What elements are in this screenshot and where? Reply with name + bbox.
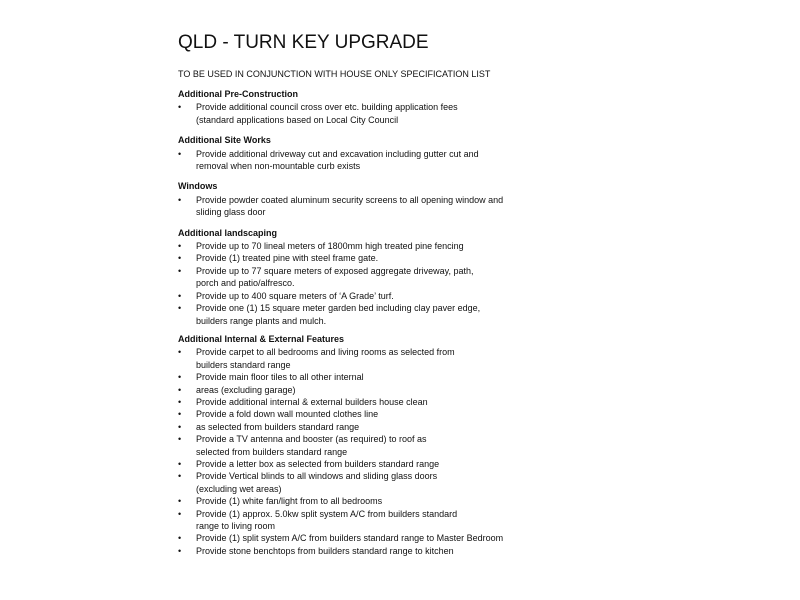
list-item-line: • areas (excluding garage) — [196, 384, 296, 395]
list-item-line: sliding glass door — [196, 207, 266, 218]
spec-section — [178, 88, 538, 126]
page-title: QLD - TURN KEY UPGRADE — [178, 32, 429, 53]
spec-section — [178, 227, 538, 327]
list-item — [178, 545, 538, 557]
list-item-line: (standard applications based on Local City Council — [196, 114, 399, 125]
list-item-line: • Provide (1) approx. 5.0kw split system A/C from builders standard — [196, 508, 458, 519]
spec-section — [178, 333, 538, 557]
list-item — [178, 433, 538, 458]
list-item-line: • Provide one (1) 15 square meter garden bed including clay paver edge, — [196, 303, 481, 314]
list-item — [178, 290, 538, 302]
list-item — [178, 384, 538, 396]
list-item-line: • Provide (1) treated pine with steel frame gate. — [196, 253, 379, 264]
section-heading: Additional Pre-Construction — [178, 89, 298, 99]
list-item-line: removal when non-mountable curb exists — [196, 161, 361, 172]
list-item — [178, 458, 538, 470]
list-item-line: builders standard range — [196, 359, 291, 370]
list-item — [178, 371, 538, 383]
bullet-list — [178, 194, 538, 219]
bullet-list — [178, 148, 538, 173]
bullet-list — [178, 346, 538, 557]
list-item-line: • as selected from builders standard range — [196, 421, 360, 432]
list-item — [178, 194, 538, 219]
list-item-line: range to living room — [196, 521, 276, 531]
list-item — [178, 346, 538, 371]
list-item-line: • Provide carpet to all bedrooms and living rooms as selected from — [196, 347, 455, 358]
list-item — [178, 421, 538, 433]
list-item — [178, 101, 538, 126]
list-item-line: • Provide stone benchtops from builders standard range to kitchen — [196, 545, 454, 556]
list-item — [178, 508, 538, 533]
spec-content — [178, 88, 538, 565]
list-item-line: builders range plants and mulch. — [196, 315, 327, 326]
list-item — [178, 495, 538, 507]
list-item-line: • Provide additional driveway cut and excavation including gutter cut and — [196, 148, 479, 159]
list-item-line: (excluding wet areas) — [196, 483, 282, 494]
list-item-line: • Provide a letter box as selected from builders standard range — [196, 458, 440, 469]
list-item-line: • Provide up to 77 square meters of exposed aggregate driveway, path, — [196, 265, 474, 276]
section-heading: Additional Site Works — [178, 135, 271, 146]
list-item-line: • Provide up to 70 lineal meters of 1800mm high treated pine fencing — [196, 241, 464, 252]
page-subtitle: TO BE USED IN CONJUNCTION WITH HOUSE ONLY SPECIFICATION LIST — [178, 69, 491, 79]
list-item-line: • Provide (1) split system A/C from builders standard range to Master Bedroom — [196, 533, 504, 544]
list-item-line: • Provide Vertical blinds to all windows and sliding glass doors — [196, 471, 438, 482]
list-item-line: • Provide a fold down wall mounted clothes line — [196, 409, 379, 420]
list-item — [178, 148, 538, 173]
list-item-line: • Provide powder coated aluminum security screens to all opening window and — [196, 194, 504, 205]
list-item — [178, 252, 538, 264]
spec-section — [178, 134, 538, 172]
list-item — [178, 408, 538, 420]
list-item-line: • Provide additional internal & external builders house clean — [196, 396, 428, 407]
spec-section — [178, 180, 538, 218]
list-item-line: • Provide a TV antenna and booster (as required) to roof as — [196, 434, 427, 445]
section-heading: Additional landscaping — [178, 227, 278, 238]
list-item-line: • Provide main floor tiles to all other internal — [196, 372, 364, 383]
list-item — [178, 240, 538, 252]
list-item-line: selected from builders standard range — [196, 446, 348, 457]
list-item — [178, 396, 538, 408]
list-item-line: porch and patio/alfresco. — [196, 278, 295, 289]
list-item-line: • Provide additional council cross over etc. building application fees — [196, 102, 458, 113]
section-heading: Windows — [178, 181, 218, 192]
bullet-list — [178, 240, 538, 327]
list-item — [178, 302, 538, 327]
section-heading: Additional Internal & External Features — [178, 333, 345, 344]
list-item — [178, 470, 538, 495]
list-item-line: • Provide (1) white fan/light from to all bedrooms — [196, 496, 383, 507]
list-item-line: • Provide up to 400 square meters of ‘A Grade’ turf. — [196, 290, 394, 301]
list-item — [178, 265, 538, 290]
list-item — [178, 532, 538, 544]
bullet-list — [178, 101, 538, 126]
